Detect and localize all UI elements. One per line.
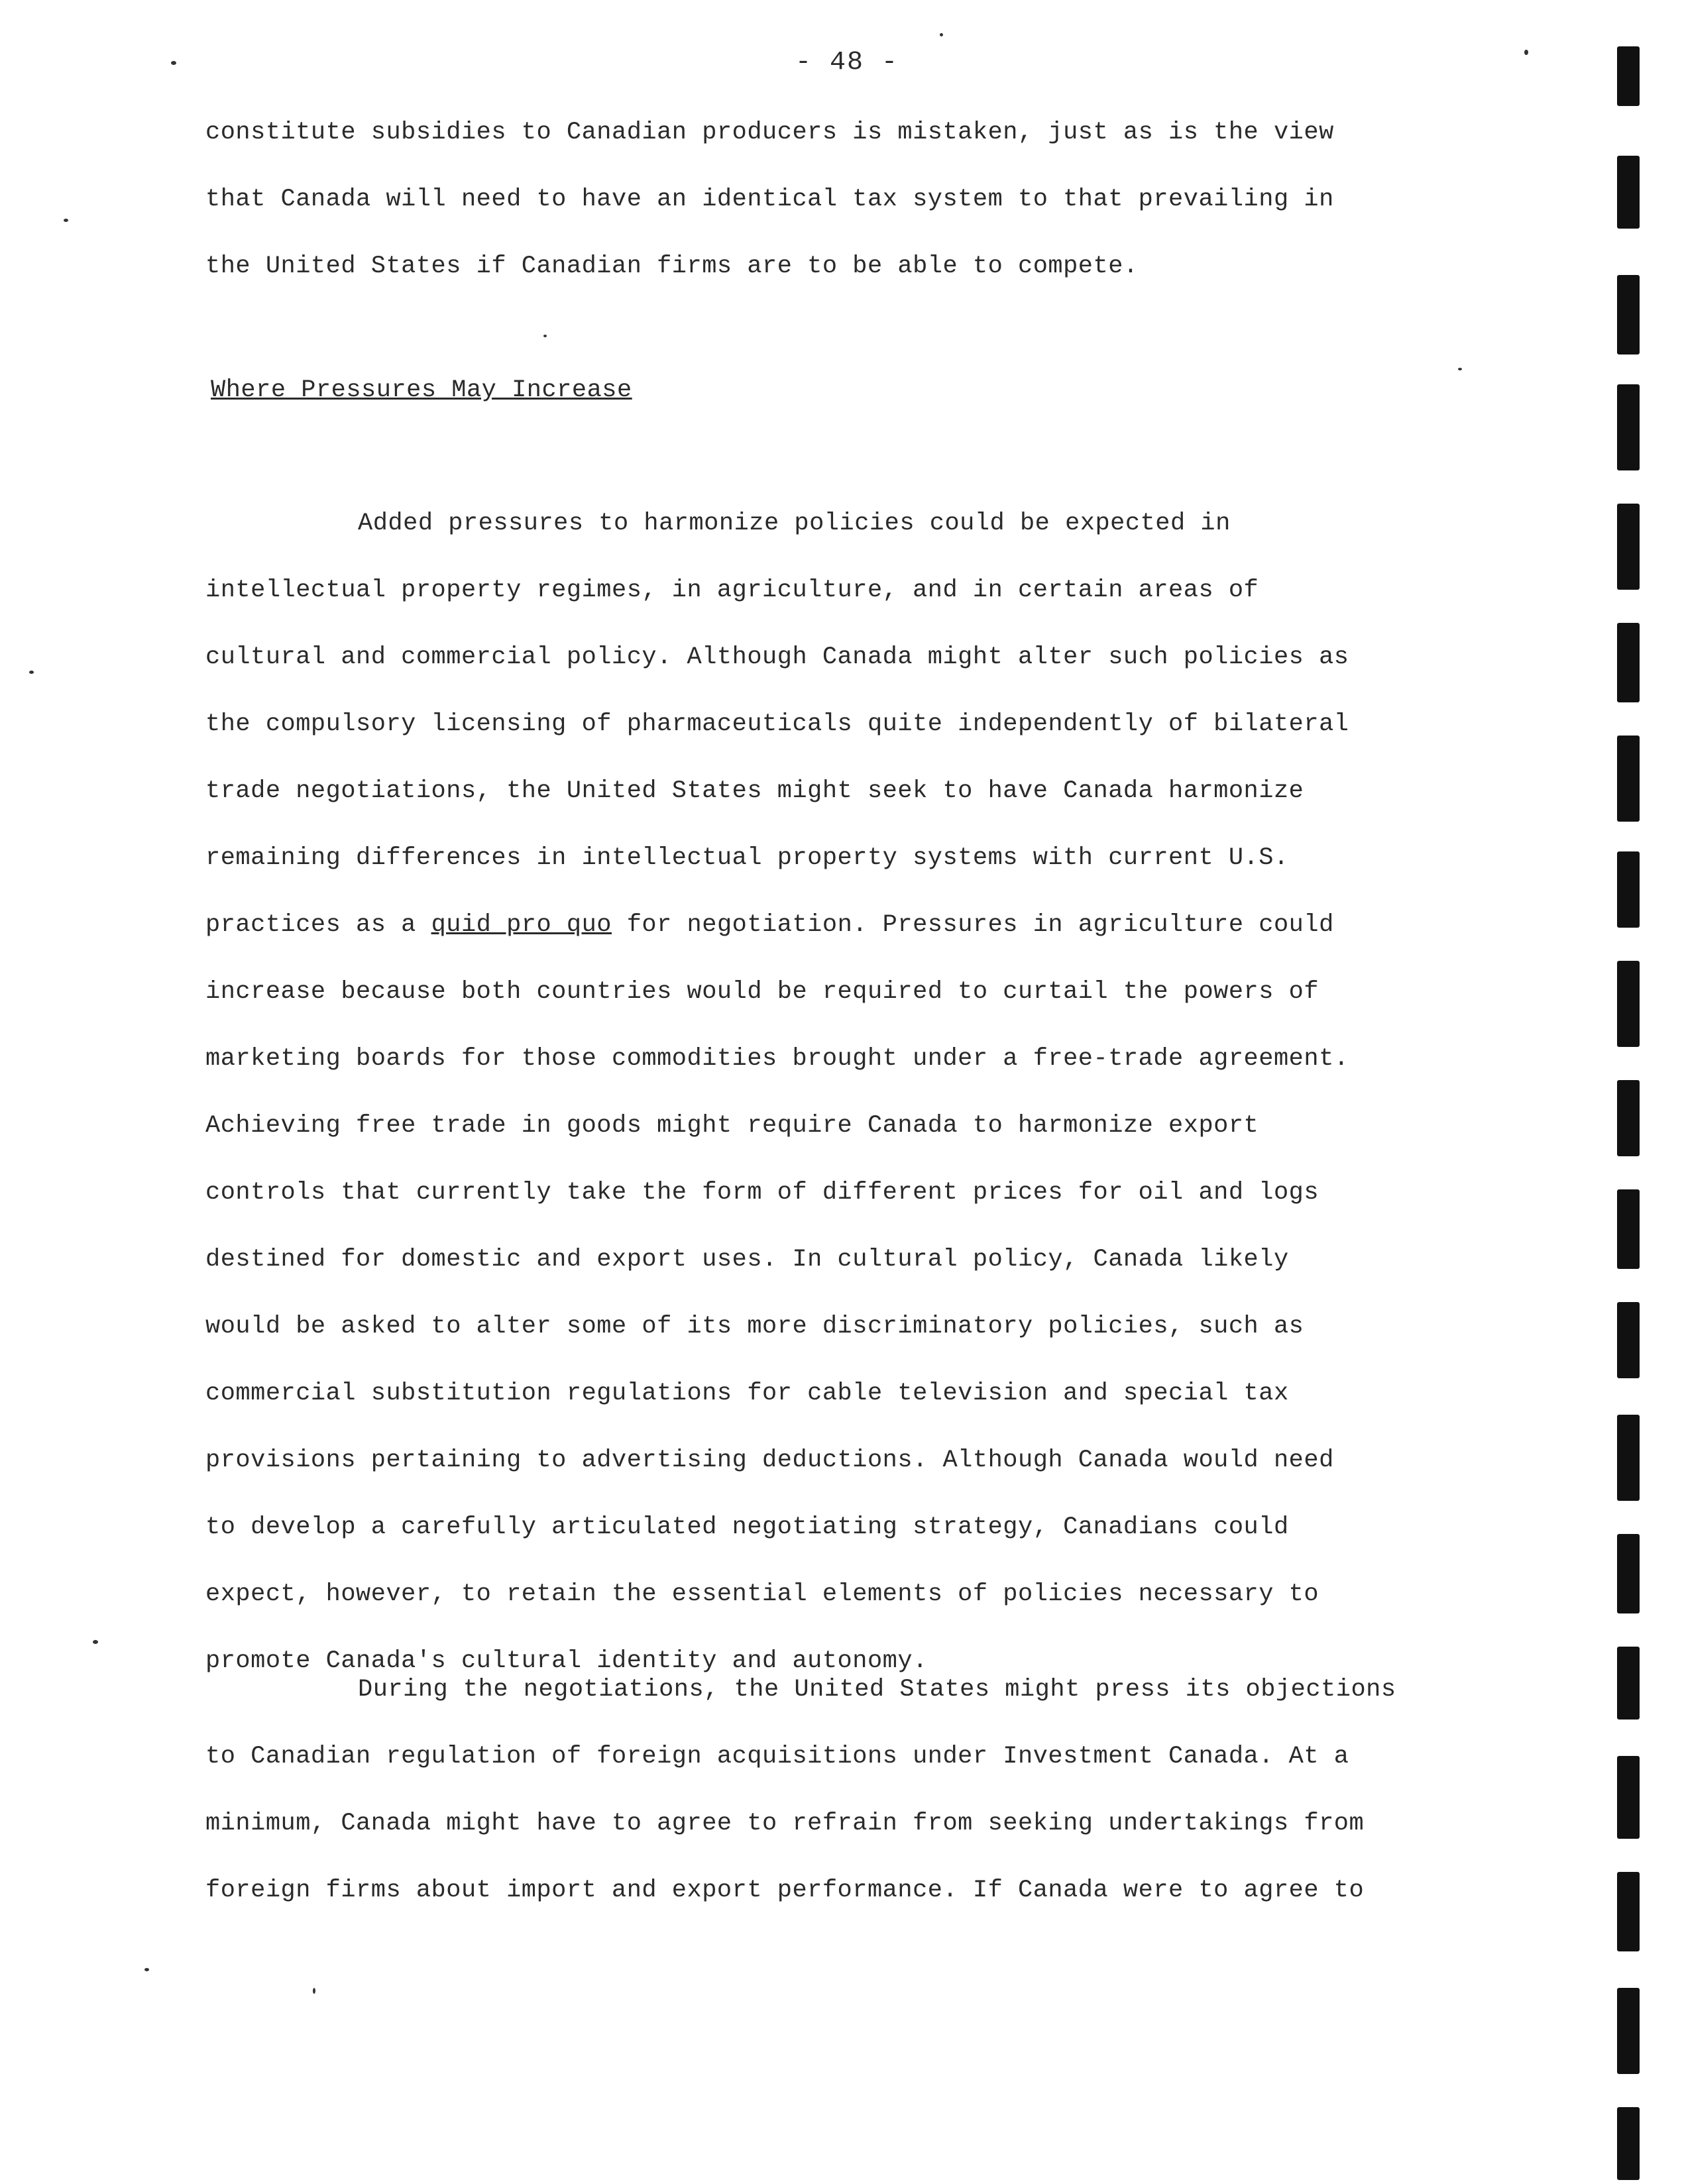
section-heading: Where Pressures May Increase [211, 376, 632, 404]
binding-mark [1617, 736, 1640, 822]
binding-mark [1617, 1302, 1640, 1378]
paragraph-harmonize-policies [205, 490, 1524, 1695]
text-line: constitute subsidies to Canadian producers is mistaken, just as is the view [205, 119, 1334, 146]
binding-mark [1617, 1647, 1640, 1720]
binding-mark [1617, 1080, 1640, 1156]
text-line: expect, however, to retain the essential elements of policies necessary to [205, 1580, 1319, 1608]
text-line: foreign firms about import and export performance. If Canada were to agree to [205, 1877, 1365, 1904]
text-fragment: for negotiation. Pressures in agriculture could [612, 911, 1334, 939]
text-line: promote Canada's cultural identity and autonomy. [205, 1647, 928, 1675]
scan-speck [29, 671, 34, 674]
binding-mark [1617, 504, 1640, 590]
scan-speck [940, 33, 943, 36]
text-line: intellectual property regimes, in agriculture, and in certain areas of [205, 576, 1259, 604]
binding-mark [1617, 1189, 1640, 1269]
text-line: minimum, Canada might have to agree to refrain from seeking undertakings from [205, 1810, 1365, 1837]
binding-mark [1617, 46, 1640, 106]
text-line: marketing boards for those commodities brought under a free-trade agreement. [205, 1045, 1349, 1073]
text-line: the compulsory licensing of pharmaceuticals quite independently of bilateral [205, 710, 1349, 738]
text-line: cultural and commercial policy. Although Canada might alter such policies as [205, 643, 1349, 671]
binding-mark [1617, 1415, 1640, 1501]
text-line: controls that currently take the form of different prices for oil and logs [205, 1179, 1319, 1207]
text-line: would be asked to alter some of its more discriminatory policies, such as [205, 1313, 1304, 1340]
scan-speck [543, 335, 547, 337]
text-line: commercial substitution regulations for cable television and special tax [205, 1380, 1289, 1407]
scan-speck [313, 1988, 315, 1994]
scan-speck [93, 1640, 98, 1644]
binding-mark [1617, 156, 1640, 229]
text-line: remaining differences in intellectual property systems with current U.S. [205, 844, 1289, 872]
text-line: trade negotiations, the United States might seek to have Canada harmonize [205, 777, 1304, 805]
binding-mark [1617, 1988, 1640, 2074]
binding-mark [1617, 275, 1640, 355]
binding-mark [1617, 623, 1640, 702]
latin-phrase: quid pro quo [431, 911, 612, 939]
text-line: provisions pertaining to advertising deductions. Although Canada would need [205, 1447, 1334, 1474]
binding-mark [1617, 384, 1640, 470]
scan-speck [171, 61, 176, 65]
binding-mark [1617, 851, 1640, 928]
text-line: to develop a carefully articulated negotiating strategy, Canadians could [205, 1513, 1289, 1541]
text-line: the United States if Canadian firms are to be able to compete. [205, 252, 1139, 280]
binding-mark [1617, 1872, 1640, 1951]
binding-mark [1617, 1534, 1640, 1613]
scan-speck [144, 1968, 149, 1971]
text-line: to Canadian regulation of foreign acquisitions under Investment Canada. At a [205, 1743, 1349, 1771]
scan-speck [1524, 50, 1528, 55]
text-line-quid-pro-quo [205, 892, 1524, 959]
binding-mark [1617, 1756, 1640, 1839]
scan-speck [64, 219, 68, 222]
page-number: - 48 - [795, 48, 899, 78]
text-fragment: practices as a [205, 911, 431, 939]
binding-mark [1617, 961, 1640, 1047]
paragraph-continuation [205, 99, 1524, 300]
text-line: increase because both countries would be required to curtail the powers of [205, 978, 1319, 1006]
text-line: destined for domestic and export uses. In cultural policy, Canada likely [205, 1246, 1289, 1274]
scan-speck [1458, 368, 1462, 370]
text-line: that Canada will need to have an identical tax system to that prevailing in [205, 186, 1334, 213]
text-line: During the negotiations, the United States might press its objections [358, 1676, 1396, 1704]
binding-mark [1617, 2107, 1640, 2180]
binding-marks [1617, 40, 1644, 2184]
paragraph-investment-canada [205, 1657, 1524, 1924]
text-line: Achieving free trade in goods might require Canada to harmonize export [205, 1112, 1259, 1140]
text-line: Added pressures to harmonize policies could be expected in [358, 510, 1231, 537]
